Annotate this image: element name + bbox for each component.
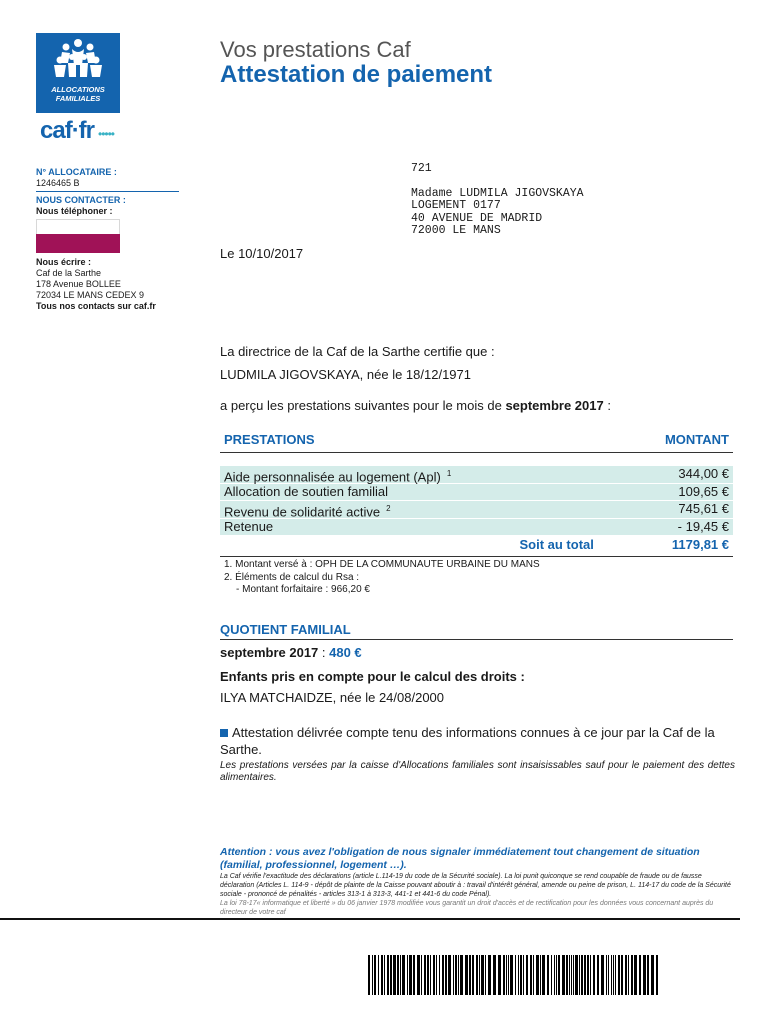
barcode-bar <box>436 955 437 995</box>
barcode-bar <box>523 955 524 995</box>
quotient-value: 480 € <box>329 645 362 660</box>
allocations-familiales-logo <box>36 33 120 113</box>
barcode-bar <box>460 955 463 995</box>
barcode-bar <box>615 955 616 995</box>
barcode-bar <box>608 955 609 995</box>
barcode-bar <box>485 955 486 995</box>
attention-warning: Attention : vous avez l'obligation de nous signaler immédiatement tout changement de situation (familial, professionnel, logement …). <box>220 846 700 871</box>
barcode-bar <box>647 955 649 995</box>
barcode-bar <box>556 955 557 995</box>
caf-logo <box>36 33 120 153</box>
percu-line <box>220 398 611 413</box>
cafr-logo <box>36 113 120 147</box>
allocataire-label: N° ALLOCATAIRE : <box>36 167 117 177</box>
row-note: 1 <box>446 469 452 478</box>
row-label: Revenu de solidarité active <box>224 504 381 520</box>
document-date: Le 10/10/2017 <box>220 246 304 261</box>
barcode-bar <box>409 955 412 995</box>
total-row <box>220 536 733 557</box>
barcode-bar <box>433 955 435 995</box>
barcode-bar <box>390 955 392 995</box>
row-label: Retenue <box>224 518 274 534</box>
barcode-bar <box>551 955 552 995</box>
barcode-bar <box>606 955 607 995</box>
barcode-bar <box>481 955 484 995</box>
legal-privacy-text: La loi 78-17« informatique et liberté » du 06 janvier 1978 modifiée vous garantit un droit d'accès et de rectification pour les données vous concernant auprès du directeur de votre caf <box>220 900 714 916</box>
page-title: Attestation de paiement <box>220 61 493 88</box>
caf-address-line3: 72034 LE MANS CEDEX 9 <box>36 290 145 300</box>
barcode-bar <box>575 955 578 995</box>
barcode-bar <box>651 955 654 995</box>
table-body <box>220 466 733 536</box>
phone-band <box>36 234 120 253</box>
table-row <box>220 484 733 502</box>
barcode-bar <box>571 955 572 995</box>
recipient-name: Madame LUDMILA JIGOVSKAYA <box>411 186 584 200</box>
barcode-bar <box>558 955 560 995</box>
bullet-square-icon <box>220 729 228 737</box>
barcode-bar <box>397 955 399 995</box>
barcode-bar <box>372 955 373 995</box>
barcode-bar <box>515 955 516 995</box>
table-row <box>220 501 733 519</box>
col-prestations: PRESTATIONS <box>224 432 315 447</box>
percu-prefix: a perçu les prestations suivantes pour le mois de <box>220 398 506 413</box>
barcode-bar <box>540 955 541 995</box>
caf-address-line1: Caf de la Sarthe <box>36 268 102 278</box>
enfants-heading: Enfants pris en compte pour le calcul des droits : <box>220 669 525 684</box>
barcode-bar <box>424 955 426 995</box>
barcode-bar <box>581 955 583 995</box>
caf-address-line2: 178 Avenue BOLLEE <box>36 279 121 289</box>
bottom-divider <box>0 918 740 920</box>
barcode-bar <box>601 955 604 995</box>
enfant-line: ILYA MATCHAIDZE, née le 24/08/2000 <box>220 690 445 705</box>
barcode-bar <box>536 955 539 995</box>
barcode-bar <box>476 955 478 995</box>
row-label: Aide personnalisée au logement (Apl) <box>224 469 441 485</box>
recipient-line3: 40 AVENUE DE MADRID <box>411 211 543 225</box>
barcode-bar <box>417 955 420 995</box>
barcode-bar <box>381 955 383 995</box>
barcode-bar <box>498 955 501 995</box>
recipient-address <box>411 163 584 238</box>
barcode-bar <box>611 955 612 995</box>
phone-label: Nous téléphoner : <box>36 206 113 216</box>
quotient-month: septembre 2017 <box>220 645 319 660</box>
recipient-line2: LOGEMENT 0177 <box>411 199 501 212</box>
barcode-bar <box>510 955 513 995</box>
recipient-line4: 72000 LE MANS <box>411 224 501 237</box>
barcode-bar <box>631 955 633 995</box>
barcode-bar <box>656 955 658 995</box>
col-montant: MONTANT <box>664 432 729 447</box>
percu-suffix: : <box>603 398 611 413</box>
legal-fraud-text: La Caf vérifie l'exactitude des déclarations (article L.114-19 du code de la Sécurité sociale). La loi punit quiconque se rend coupable de fraude ou de fausse déclaration (Articles L. 114-9 - dépôt de plainte de la Caisse pouvant aboutir à : travail d'intérêt général, amende ou peine de prison, L. 114-17 du code de la Sécurité sociale - prononcé de pénalités - articles 313-1 à 313-3, 441-1 et 441-6 du code Pénal). <box>220 873 731 898</box>
barcode-bar <box>402 955 405 995</box>
table-row <box>220 466 733 484</box>
barcode-bar <box>579 955 580 995</box>
row-amount: 745,61 € <box>678 501 729 516</box>
percu-month: septembre 2017 <box>505 398 604 413</box>
barcode-bar <box>506 955 507 995</box>
barcode-bar <box>518 955 519 995</box>
barcode-bar <box>587 955 589 995</box>
attestation-body: Attestation délivrée compte tenu des informations connues à ce jour par la Caf de la Sarthe. <box>220 725 715 757</box>
barcode-bar <box>465 955 468 995</box>
note-2: 2. Éléments de calcul du Rsa : <box>224 571 360 583</box>
barcode-bar <box>393 955 396 995</box>
table-row <box>220 519 733 537</box>
quotient-heading: QUOTIENT FAMILIAL <box>220 622 733 640</box>
barcode-bar <box>453 955 454 995</box>
all-contacts-link[interactable]: Tous nos contacts sur caf.fr <box>36 301 156 311</box>
barcode-bar <box>618 955 620 995</box>
family-figures-icon <box>36 33 120 85</box>
phone-number-box <box>36 219 120 253</box>
barcode-bar <box>400 955 401 995</box>
logo-line-1: ALLOCATIONS <box>51 85 105 94</box>
contact-label: NOUS CONTACTER : <box>36 195 126 205</box>
row-amount: 109,65 € <box>678 483 729 499</box>
barcode-bar <box>520 955 522 995</box>
write-label: Nous écrire : <box>36 257 92 267</box>
row-amount: 344,00 € <box>678 466 729 481</box>
row-amount: - 19,45 € <box>677 518 729 534</box>
barcode-image <box>368 955 660 995</box>
allocataire-number: 1246465 B <box>36 178 80 188</box>
total-label: Soit au total <box>519 537 594 552</box>
barcode-bar <box>430 955 431 995</box>
recipient-code: 721 <box>411 162 432 175</box>
barcode-bar <box>445 955 447 995</box>
insaisissable-note: Les prestations versées par la caisse d'Allocations familiales sont insaisissables sauf pour le paiement des dettes alimentaires. <box>220 760 735 783</box>
barcode-bar <box>374 955 376 995</box>
barcode-bar <box>639 955 641 995</box>
barcode-bar <box>421 955 422 995</box>
barcode-bar <box>427 955 429 995</box>
barcode-bar <box>597 955 599 995</box>
barcode-bar <box>613 955 614 995</box>
table-notes <box>224 559 540 597</box>
barcode-bar <box>590 955 591 995</box>
barcode-bar <box>469 955 471 995</box>
barcode-bar <box>584 955 586 995</box>
barcode-bar <box>378 955 379 995</box>
barcode-bar <box>628 955 629 995</box>
barcode-bar <box>643 955 646 995</box>
barcode-bar <box>573 955 574 995</box>
prestations-table <box>220 432 733 557</box>
row-note: 2 <box>386 504 391 513</box>
barcode-bar <box>547 955 549 995</box>
barcode-bar <box>533 955 534 995</box>
barcode-bar <box>442 955 444 995</box>
barcode-bar <box>493 955 496 995</box>
cafr-dots: ••••• <box>98 127 115 141</box>
total-amount: 1179,81 € <box>671 537 729 552</box>
barcode-bar <box>566 955 568 995</box>
note-2a: - Montant forfaitaire : 966,20 € <box>236 584 370 595</box>
barcode-bar <box>368 955 370 995</box>
page-subtitle: Vos prestations Caf <box>220 37 411 62</box>
barcode-bar <box>455 955 457 995</box>
barcode-bar <box>503 955 505 995</box>
cafr-brand: caf·fr <box>40 117 95 144</box>
barcode-bar <box>488 955 491 995</box>
sidebar <box>36 167 179 312</box>
quotient-line <box>220 645 362 660</box>
barcode-bar <box>458 955 459 995</box>
row-label: Allocation de soutien familial <box>224 483 389 499</box>
barcode-bar <box>569 955 570 995</box>
barcode-bar <box>554 955 555 995</box>
beneficiary-line: LUDMILA JIGOVSKAYA, née le 18/12/1971 <box>220 367 471 382</box>
barcode-bar <box>562 955 565 995</box>
barcode-bar <box>530 955 532 995</box>
barcode-bar <box>526 955 528 995</box>
barcode-bar <box>384 955 385 995</box>
legal-fine-print <box>220 872 735 917</box>
barcode-bar <box>407 955 408 995</box>
table-header <box>220 432 733 453</box>
barcode-bar <box>508 955 509 995</box>
divider <box>36 191 179 192</box>
barcode-bar <box>542 955 545 995</box>
barcode-bar <box>621 955 623 995</box>
certifie-text: La directrice de la Caf de la Sarthe certifie que : <box>220 344 495 359</box>
barcode-bar <box>634 955 637 995</box>
barcode-bar <box>479 955 480 995</box>
barcode-bar <box>593 955 595 995</box>
attestation-text <box>220 724 735 758</box>
note-1: 1. Montant versé à : OPH DE LA COMMUNAUTE URBAINE DU MANS <box>224 559 540 570</box>
barcode-bar <box>448 955 451 995</box>
barcode-bar <box>413 955 415 995</box>
logo-line-2: FAMILIALES <box>55 94 101 103</box>
quotient-sep: : <box>318 645 330 660</box>
barcode-bar <box>625 955 627 995</box>
barcode-bar <box>387 955 389 995</box>
barcode-bar <box>439 955 440 995</box>
barcode-bar <box>472 955 474 995</box>
